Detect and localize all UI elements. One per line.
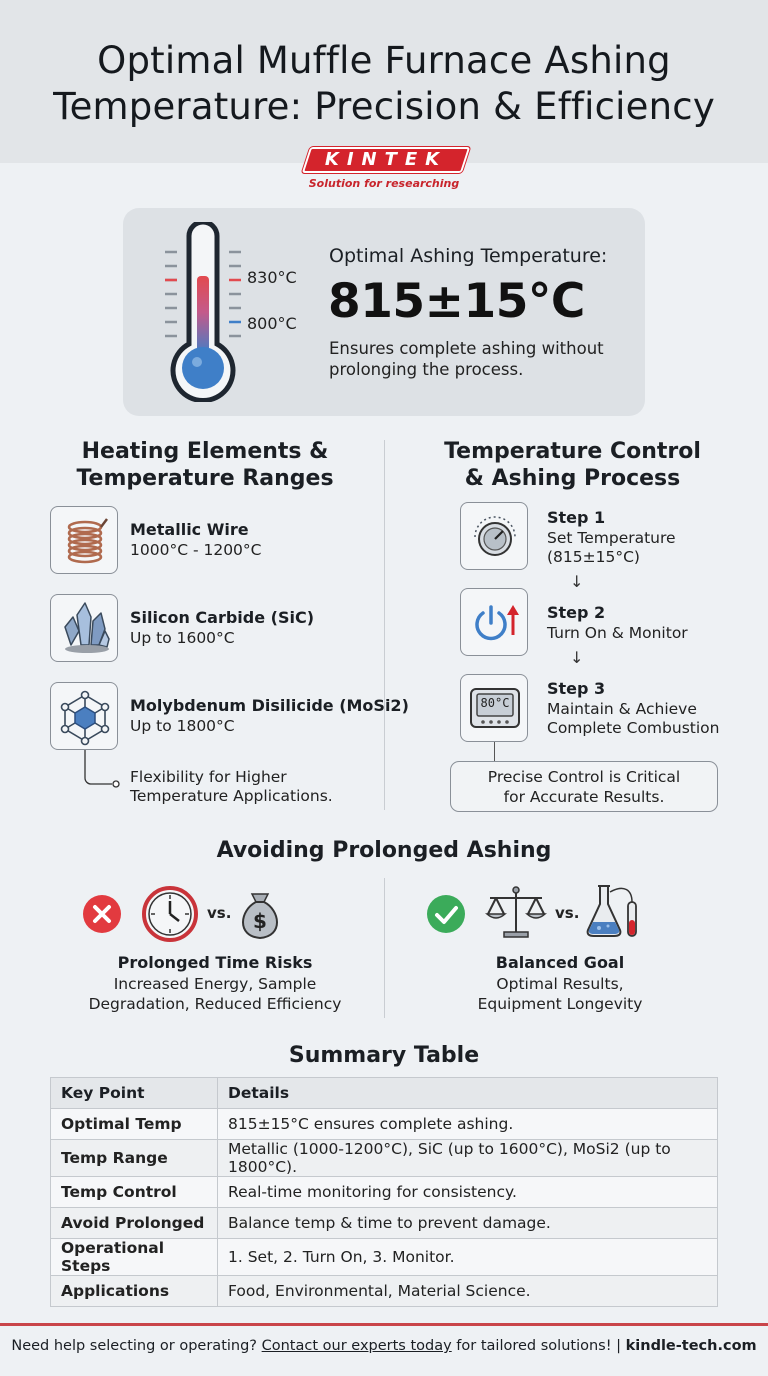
footer (0, 1338, 768, 1354)
step-connector (494, 742, 495, 761)
balance-scale-icon (484, 882, 548, 942)
power-icon (460, 588, 528, 656)
table-row (51, 1208, 718, 1239)
heating-title-line-1: Heating Elements & (81, 439, 329, 464)
row-key: Temp Control (51, 1177, 218, 1208)
step-arrow-2: ↓ (570, 648, 584, 667)
critical-callout (450, 761, 718, 812)
optimal-temp-panel (123, 208, 645, 416)
critical-line-1: Precise Control is Critical (487, 768, 681, 786)
heating-item-range-2: Up to 1800°C (130, 717, 235, 735)
table-row (51, 1109, 718, 1140)
step-2-desc: Turn On & Monitor (547, 624, 688, 642)
row-detail: Balance temp & time to prevent damage. (218, 1208, 718, 1239)
contact-experts-link[interactable]: Contact our experts today (261, 1338, 452, 1354)
money-bag-icon (234, 880, 286, 942)
check-mark-icon (426, 894, 466, 934)
row-key: Optimal Temp (51, 1109, 218, 1140)
title-line-2: Temperature: Precision & Efficiency (53, 85, 715, 128)
table-row (51, 1276, 718, 1307)
tick-label-800: 800°C (247, 314, 297, 333)
x-mark-icon (82, 894, 122, 934)
row-key: Temp Range (51, 1140, 218, 1177)
risks-desc-line-1: Increased Energy, Sample (113, 975, 317, 993)
title-line-1: Optimal Muffle Furnace Ashing (97, 39, 671, 82)
optimal-description: Ensures complete ashing without prolonging the process. (329, 339, 604, 379)
avoid-divider (384, 878, 385, 1018)
row-key: Applications (51, 1276, 218, 1307)
risks-heading: Prolonged Time Risks (117, 953, 313, 972)
vs-label-right: vs. (555, 904, 580, 922)
row-detail: Real-time monitoring for consistency. (218, 1177, 718, 1208)
table-row (51, 1239, 718, 1276)
footer-prefix: Need help selecting or operating? (11, 1338, 262, 1354)
step-1-line-2: (815±15°C) (547, 548, 640, 566)
table-row (51, 1177, 718, 1208)
molecule-icon (50, 682, 118, 750)
summary-table (50, 1077, 718, 1307)
dial-icon (460, 502, 528, 570)
heating-title-line-2: Temperature Ranges (76, 466, 334, 491)
balanced-desc-line-2: Equipment Longevity (477, 995, 643, 1013)
display-readout: 80°C (480, 696, 510, 710)
risks-desc-line-2: Degradation, Reduced Efficiency (88, 995, 342, 1013)
heating-item-name-1: Silicon Carbide (SiC) (130, 608, 315, 627)
critical-line-2: for Accurate Results. (503, 788, 665, 806)
heating-item-name-0: Metallic Wire (130, 520, 249, 539)
control-title-line-1: Temperature Control (444, 439, 701, 464)
heating-note (130, 768, 333, 806)
avoid-title: Avoiding Prolonged Ashing (216, 838, 552, 863)
page-title (0, 38, 768, 130)
step-3-line-1: Maintain & Achieve (547, 700, 697, 718)
heating-item-range-1: Up to 1600°C (130, 629, 235, 647)
logo-brand: KINTEK (324, 149, 448, 170)
clock-icon (140, 884, 200, 944)
balanced-desc-line-1: Optimal Results, (496, 975, 624, 993)
heating-item-name-2: Molybdenum Disilicide (MoSi2) (130, 696, 409, 715)
thermometer-icon (161, 222, 311, 402)
table-row (51, 1140, 718, 1177)
row-detail: Food, Environmental, Material Science. (218, 1276, 718, 1307)
step-3-desc (547, 700, 719, 738)
column-divider (384, 440, 385, 810)
footer-divider (0, 1323, 768, 1326)
table-header-row (51, 1078, 718, 1109)
heating-note-line-2: Temperature Applications. (130, 787, 333, 805)
row-key: Operational Steps (51, 1239, 218, 1276)
control-title-line-2: & Ashing Process (464, 466, 681, 491)
optimal-value: 815±15°C (328, 274, 585, 329)
optimal-label: Optimal Ashing Temperature: (329, 245, 608, 267)
website-link[interactable]: kindle-tech.com (625, 1338, 757, 1354)
row-detail: Metallic (1000-1200°C), SiC (up to 1600°C), MoSi2 (up to 1800°C). (218, 1140, 718, 1177)
balanced-heading: Balanced Goal (495, 953, 625, 972)
step-2-title: Step 2 (547, 603, 606, 622)
tick-label-830: 830°C (247, 268, 297, 287)
risks-desc (60, 974, 370, 1014)
display-icon (460, 674, 528, 742)
control-title (420, 438, 725, 492)
crystal-icon (50, 594, 118, 662)
step-1-desc (547, 529, 676, 567)
step-1-title: Step 1 (547, 508, 606, 527)
heating-note-line-1: Flexibility for Higher (130, 768, 287, 786)
step-3-line-2: Complete Combustion (547, 719, 720, 737)
header-key-point: Key Point (51, 1078, 218, 1109)
summary-title: Summary Table (288, 1043, 480, 1068)
note-connector (84, 750, 124, 792)
row-detail: 815±15°C ensures complete ashing. (218, 1109, 718, 1140)
header-details: Details (218, 1078, 718, 1109)
svg-text:$: $ (253, 909, 267, 933)
vs-label-left: vs. (207, 904, 232, 922)
balanced-desc (420, 974, 700, 1014)
step-3-title: Step 3 (547, 679, 606, 698)
step-1-line-1: Set Temperature (547, 529, 676, 547)
heating-title (60, 438, 350, 492)
step-arrow-1: ↓ (570, 572, 584, 591)
row-detail: 1. Set, 2. Turn On, 3. Monitor. (218, 1239, 718, 1276)
coil-icon (50, 506, 118, 574)
footer-suffix: for tailored solutions! | (451, 1338, 626, 1354)
row-key: Avoid Prolonged (51, 1208, 218, 1239)
kintek-logo (298, 147, 470, 195)
heating-item-range-0: 1000°C - 1200°C (130, 541, 262, 559)
lab-flask-icon (584, 880, 644, 942)
logo-tagline: Solution for researching (308, 177, 460, 190)
